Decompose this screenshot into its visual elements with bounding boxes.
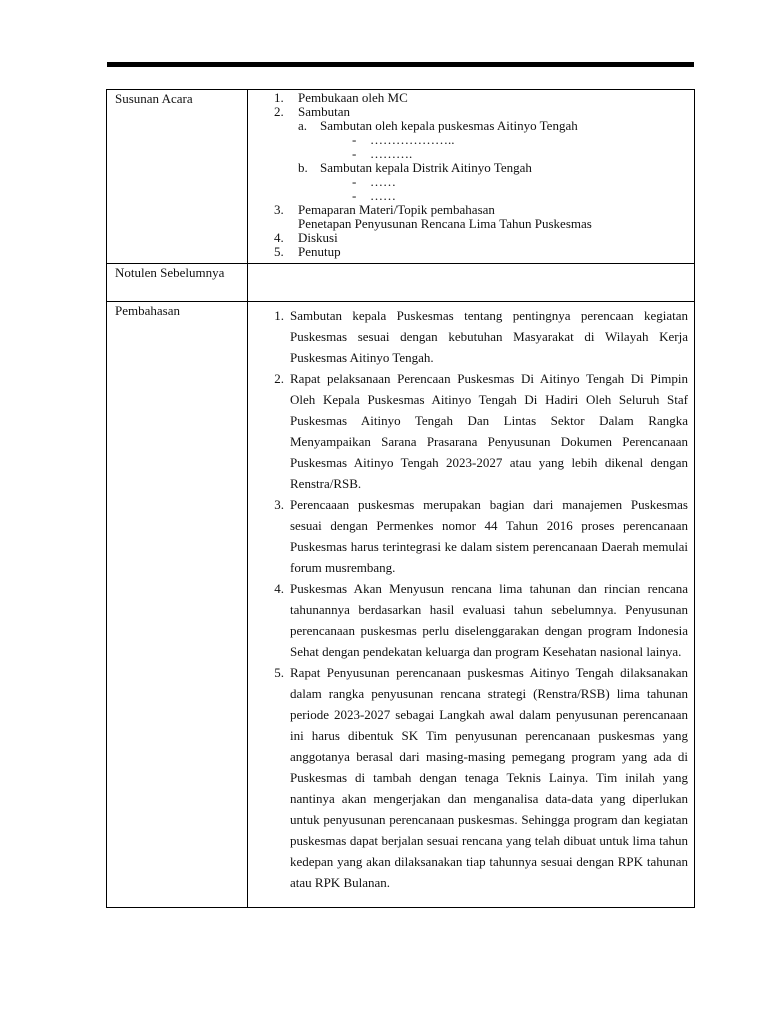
agenda-subitem: a. Sambutan oleh kepala puskesmas Aitinyo Tengah <box>298 118 578 133</box>
susunan-acara-label: Susunan Acara <box>107 90 248 264</box>
pembahasan-label: Pembahasan <box>107 302 248 908</box>
notulen-content <box>248 264 695 302</box>
notulen-label: Notulen Sebelumnya <box>107 264 248 302</box>
discussion-point: 5. Rapat Penyusunan perencanaan puskesmas Aitinyo Tengah dilaksanakan dalam rangka penyusunan rencana strategi (Renstra/RSB) lima tahunan periode 2023-2027 sebagai Langkah awal dalam penyusunan perencanaan ini harus dibentuk SK Tim penyusunan perencanaan puskesmas yang anggotanya berasal dari masing-masing pemegang program yang ada di Puskesmas di tambah dengan tenaga Teknis Lainya. Tim inilah yang nantinya akan mengerjakan dan menganalisa data-data yang diperlukan untuk penyusunan perencanaan puskesmas. Sehingga program dan kegiatan puskesmas dapat berjalan sesuai rencana yang telah dibuat untuk lima tahun kedepan yang akan dilaksanakan tiap tahunnya sesuai dengan RPK tahunan atau RPK Bulanan. <box>274 665 688 890</box>
agenda-dash-item: - ………. <box>352 146 413 161</box>
agenda-item: 1. Pembukaan oleh MC <box>274 90 408 105</box>
pembahasan-row <box>107 302 695 908</box>
agenda-item: 5. Penutup <box>274 244 341 259</box>
agenda-item: 2. Sambutan <box>274 104 350 119</box>
notulen-row <box>107 264 695 302</box>
pembahasan-content <box>248 302 695 908</box>
agenda-dash-item: - …… <box>352 188 396 203</box>
susunan-acara-content <box>248 90 695 264</box>
minutes-table <box>106 89 695 908</box>
agenda-item: 3. Pemaparan Materi/Topik pembahasan <box>274 202 495 217</box>
discussion-point: 4. Puskesmas Akan Menyusun rencana lima tahunan dan rincian rencana tahunannya berdasarkan hasil evaluasi tahun sebelumnya. Penyusunan perencanaan puskesmas perlu diselenggarakan dengan program Indonesia Sehat dengan pendekatan keluarga dan program Kesehatan nasional lainya. <box>274 581 688 659</box>
agenda-item: 4. Diskusi <box>274 230 338 245</box>
header-rule <box>107 62 694 67</box>
agenda-item-continuation: Penetapan Penyusunan Rencana Lima Tahun Puskesmas <box>298 216 592 231</box>
agenda-dash-item: - ……………….. <box>352 132 455 147</box>
discussion-point: 2. Rapat pelaksanaan Perencaan Puskesmas Di Aitinyo Tengah Di Pimpin Oleh Kepala Puskesmas Aitinyo Tengah Di Hadiri Oleh Seluruh Staf Puskesmas Aitinyo Tengah Dan Lintas Sektor Dalam Rangka Menyampaikan Sarana Prasarana Penyusunan Dokumen Perencanaan Puskesmas Aitinyo Tengah 2023-2027 atau yang lebih dikenal dengan Renstra/RSB. <box>274 371 688 491</box>
susunan-acara-row <box>107 90 695 264</box>
agenda-subitem: b. Sambutan kepala Distrik Aitinyo Tengah <box>298 160 532 175</box>
discussion-point: 1. Sambutan kepala Puskesmas tentang pentingnya perencaan kegiatan Puskesmas sesuai dengan kebutuhan Masyarakat di Wilayah Kerja Puskesmas Aitinyo Tengah. <box>274 308 688 365</box>
discussion-point: 3. Perencaaan puskesmas merupakan bagian dari manajemen Puskesmas sesuai dengan Permenkes nomor 44 Tahun 2016 proses perencanaan Puskesmas harus terintegrasi ke dalam sistem perencanaan Daerah memulai forum musrembang. <box>274 497 688 575</box>
agenda-dash-item: - …… <box>352 174 396 189</box>
